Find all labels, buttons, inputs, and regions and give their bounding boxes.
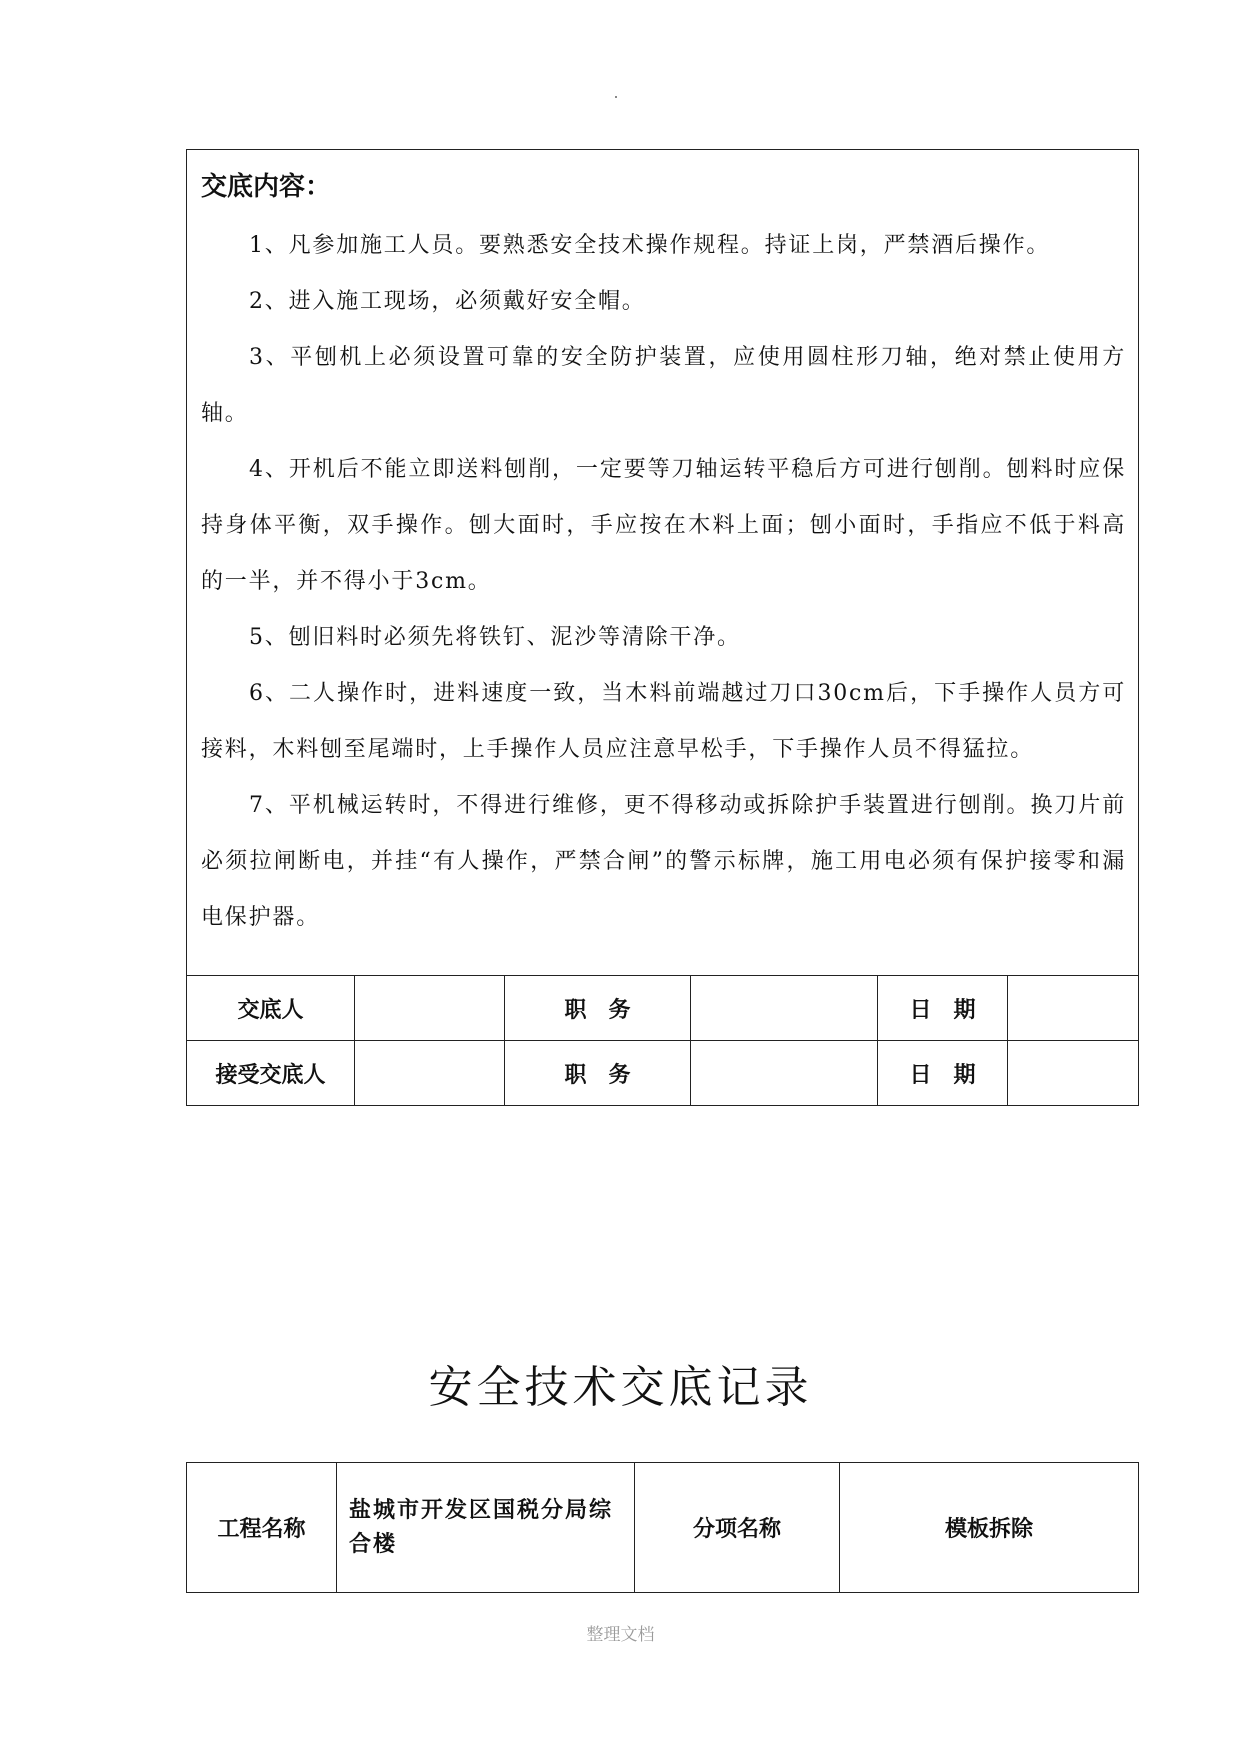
subitem-name-label: 分项名称 bbox=[635, 1463, 840, 1593]
page-dot bbox=[615, 96, 617, 98]
receiver-row bbox=[187, 1041, 1139, 1106]
project-info-table bbox=[186, 1462, 1139, 1593]
date-value bbox=[1008, 976, 1139, 1041]
date-label: 日 期 bbox=[878, 976, 1008, 1041]
project-name-label: 工程名称 bbox=[187, 1463, 337, 1593]
record-title: 安全技术交底记录 bbox=[428, 1362, 813, 1413]
disclosure-item: 6、二人操作时，进料速度一致，当木料前端越过刀口30cm后，下手操作人员方可接料，木料刨至尾端时，上手操作人员应注意早松手，下手操作人员不得猛拉。 bbox=[201, 681, 1127, 762]
disclosure-item: 5、刨旧料时必须先将铁钉、泥沙等清除干净。 bbox=[249, 625, 741, 650]
disclosure-item: 3、平刨机上必须设置可靠的安全防护装置，应使用圆柱形刀轴，绝对禁止使用方轴。 bbox=[201, 345, 1127, 426]
receiver-value bbox=[355, 1041, 505, 1106]
position-label: 职 务 bbox=[505, 976, 691, 1041]
disclosure-item: 1、凡参加施工人员。要熟悉安全技术操作规程。持证上岗，严禁酒后操作。 bbox=[249, 233, 1051, 258]
discloser-value bbox=[355, 976, 505, 1041]
disclosure-item: 7、平机械运转时，不得进行维修，更不得移动或拆除护手装置进行刨削。换刀片前必须拉闸断电，并挂“有人操作，严禁合闸”的警示标牌，施工用电必须有保护接零和漏电保护器。 bbox=[201, 793, 1127, 930]
disclosure-title: 交底内容： bbox=[201, 172, 332, 202]
position-label: 职 务 bbox=[505, 1041, 691, 1106]
subitem-name-value: 模板拆除 bbox=[840, 1463, 1139, 1593]
disclosure-content-cell bbox=[187, 150, 1139, 976]
disclosure-item: 4、开机后不能立即送料刨削，一定要等刀轴运转平稳后方可进行刨削。刨料时应保持身体平衡，双手操作。刨大面时，手应按在木料上面；刨小面时，手指应不低于料高的一半，并不得小于3cm。 bbox=[201, 457, 1127, 594]
receiver-label: 接受交底人 bbox=[187, 1041, 355, 1106]
footer-text: 整理文档 bbox=[586, 1625, 655, 1645]
disclosure-item: 2、进入施工现场，必须戴好安全帽。 bbox=[249, 289, 646, 314]
discloser-row bbox=[187, 976, 1139, 1041]
position-value bbox=[691, 1041, 878, 1106]
date-value bbox=[1008, 1041, 1139, 1106]
discloser-label: 交底人 bbox=[187, 976, 355, 1041]
disclosure-table bbox=[186, 149, 1139, 1106]
disclosure-items bbox=[201, 218, 1126, 946]
position-value bbox=[691, 976, 878, 1041]
date-label: 日 期 bbox=[878, 1041, 1008, 1106]
project-name-value: 盐城市开发区国税分局综合楼 bbox=[337, 1463, 635, 1593]
